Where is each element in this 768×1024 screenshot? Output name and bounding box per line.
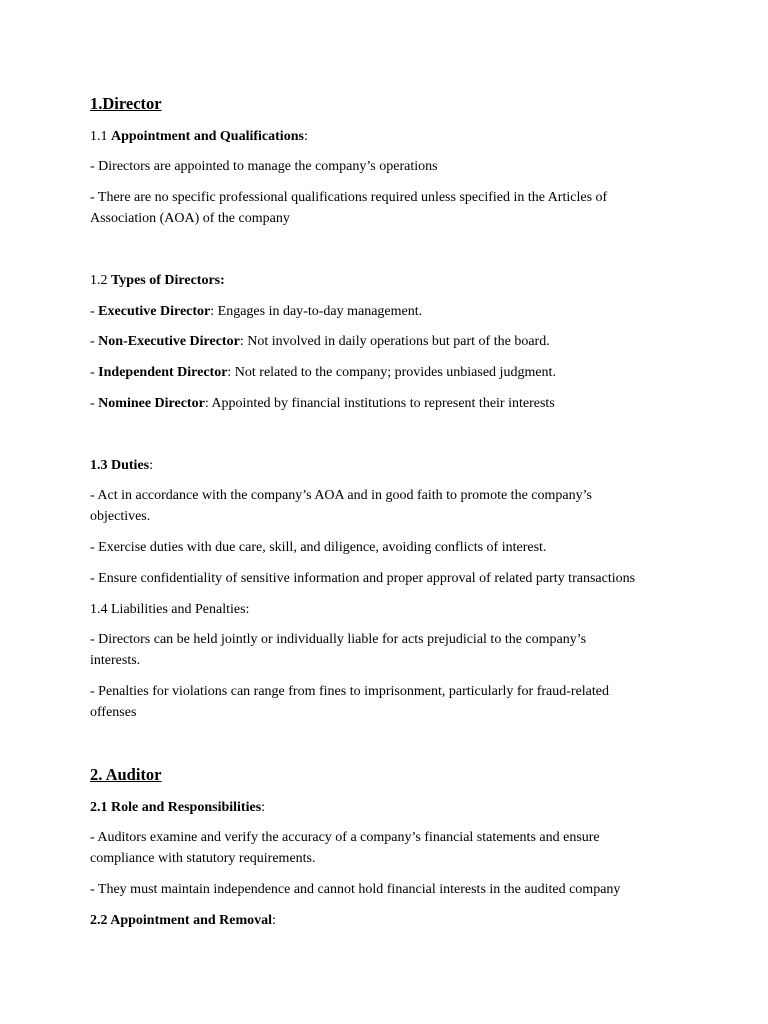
list-item: - Nominee Director: Appointed by financial institutions to represent their interests bbox=[90, 396, 555, 411]
paragraph-line: Association (AOA) of the company bbox=[90, 211, 290, 226]
paragraph-line: - Exercise duties with due care, skill, and diligence, avoiding conflicts of interest. bbox=[90, 540, 547, 555]
paragraph-line: - They must maintain independence and cannot hold financial interests in the audited company bbox=[90, 882, 621, 897]
subsection-heading-1-1 bbox=[90, 126, 308, 147]
list-item: - Non-Executive Director: Not involved in daily operations but part of the board. bbox=[90, 334, 550, 349]
list-item-desc: : Not involved in daily operations but part of the board. bbox=[239, 334, 550, 349]
subsection-suffix: : bbox=[261, 800, 266, 815]
subsection-number: 1.2 bbox=[90, 273, 111, 288]
list-item: - Executive Director: Engages in day-to-day management. bbox=[90, 304, 423, 319]
list-item-desc: : Not related to the company; provides unbiased judgment. bbox=[227, 365, 556, 380]
paragraph-line: offenses bbox=[90, 705, 137, 720]
subsection-heading-1-2 bbox=[90, 270, 225, 291]
subsection-title: Appointment and Qualifications bbox=[111, 129, 304, 144]
section-heading-auditor: 2. Auditor bbox=[90, 765, 162, 784]
subsection-title: 1.3 Duties bbox=[90, 458, 150, 473]
paragraph-line: - Ensure confidentiality of sensitive information and proper approval of related party transactions bbox=[90, 571, 636, 586]
list-item-desc: : Appointed by financial institutions to represent their interests bbox=[204, 396, 555, 411]
paragraph-line: - Penalties for violations can range from fines to imprisonment, particularly for fraud-related bbox=[90, 684, 609, 699]
paragraph-line: - There are no specific professional qualifications required unless specified in the Articles of bbox=[90, 190, 608, 205]
paragraph-line: compliance with statutory requirements. bbox=[90, 851, 316, 866]
paragraph-line: - Auditors examine and verify the accuracy of a company’s financial statements and ensure bbox=[90, 830, 600, 845]
subsection-suffix: : bbox=[149, 458, 154, 473]
list-item-term: Independent Director bbox=[98, 365, 228, 380]
list-item-desc: : Engages in day-to-day management. bbox=[210, 304, 423, 319]
subsection-title: 2.1 Role and Responsibilities bbox=[90, 800, 262, 815]
paragraph-line: objectives. bbox=[90, 509, 151, 524]
subsection-heading-1-4: 1.4 Liabilities and Penalties: bbox=[90, 602, 250, 617]
section-heading-director: 1.Director bbox=[90, 94, 162, 113]
subsection-suffix: : bbox=[272, 913, 276, 928]
subsection-heading-2-1 bbox=[90, 797, 265, 818]
list-item: - Independent Director: Not related to the company; provides unbiased judgment. bbox=[90, 365, 556, 380]
list-item-term: Non-Executive Director bbox=[98, 334, 240, 349]
subsection-suffix: : bbox=[303, 129, 308, 144]
subsection-number: 1.1 bbox=[90, 129, 111, 144]
paragraph-line: - Act in accordance with the company’s AOA and in good faith to promote the company’s bbox=[90, 488, 592, 503]
subsection-title: 2.2 Appointment and Removal bbox=[90, 913, 273, 928]
subsection-title: Types of Directors: bbox=[111, 273, 225, 288]
paragraph-line: - Directors can be held jointly or individually liable for acts prejudicial to the company’s bbox=[90, 632, 587, 647]
paragraph-line: - Directors are appointed to manage the company’s operations bbox=[90, 159, 438, 174]
paragraph-line: interests. bbox=[90, 653, 141, 668]
list-item-term: Executive Director bbox=[98, 304, 211, 319]
subsection-heading-2-2 bbox=[90, 910, 276, 931]
list-item-term: Nominee Director bbox=[98, 396, 205, 411]
subsection-heading-1-3 bbox=[90, 455, 153, 476]
